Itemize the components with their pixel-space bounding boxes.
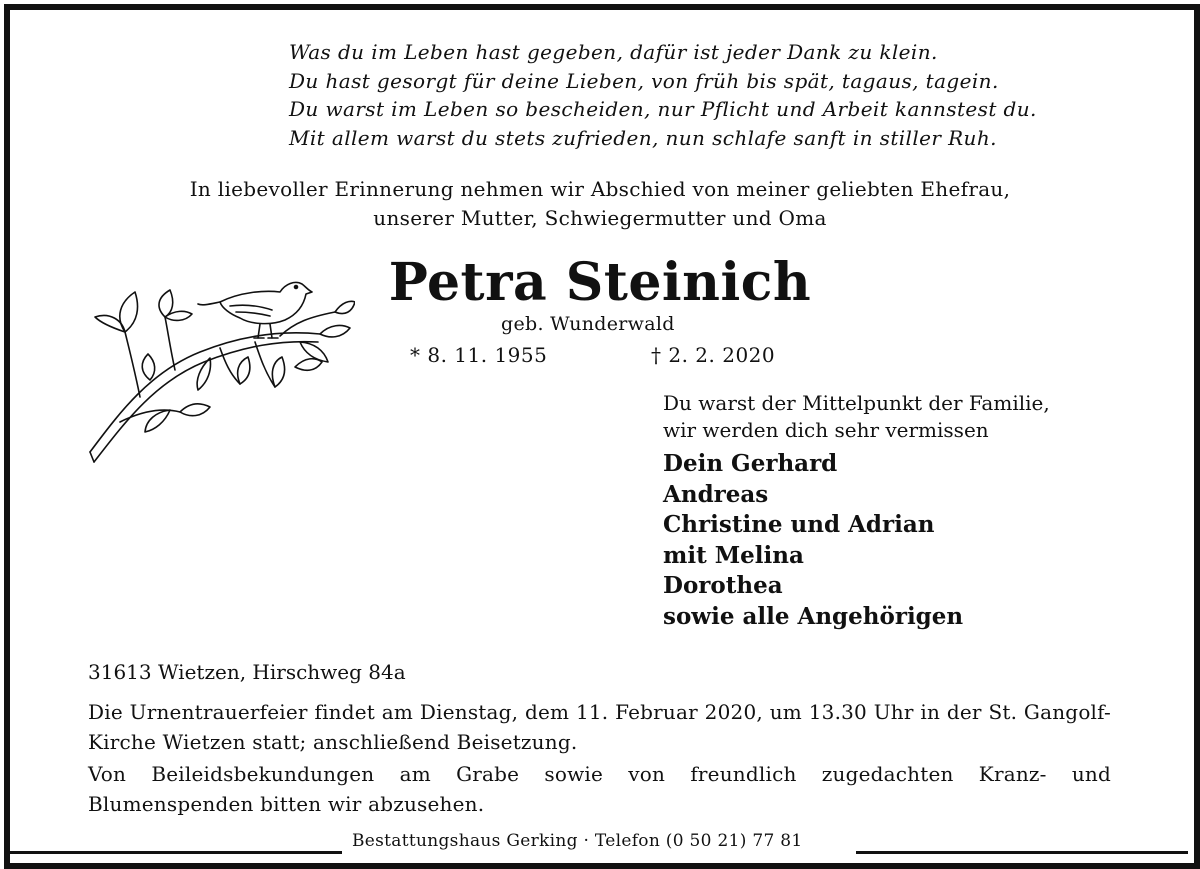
footer-rule xyxy=(856,851,1188,854)
ceremony-paragraph: Die Urnentrauerfeier findet am Dienstag, dem 11. Februar 2020, um 13.30 Uhr in der St. Gangolf-Kirche Wietzen statt; anschließend Beisetzung. xyxy=(88,700,1111,754)
family-member: mit Melina xyxy=(663,541,804,569)
footer-rule xyxy=(10,851,342,854)
poem-line: Mit allem warst du stets zufrieden, nun schlafe sanft in stiller Ruh. xyxy=(289,125,997,150)
intro-text xyxy=(0,175,1200,233)
birth-date: * 8. 11. 1955 xyxy=(410,343,548,367)
family-member: Dorothea xyxy=(663,572,783,599)
quote-line: Du warst der Mittelpunkt der Familie, xyxy=(663,391,1050,415)
family-list xyxy=(663,449,963,632)
poem-line: Du warst im Leben so bescheiden, nur Pflicht und Arbeit kannstest du. xyxy=(289,97,1037,121)
family-member: Christine und Adrian xyxy=(663,511,935,538)
intro-line: unserer Mutter, Schwiegermutter und Oma xyxy=(373,206,827,230)
poem-line: Was du im Leben hast gegeben, dafür ist jeder Dank zu klein. xyxy=(289,40,938,64)
family-member: Andreas xyxy=(663,480,769,508)
address: 31613 Wietzen, Hirschweg 84a xyxy=(88,660,406,684)
bird-on-branch-icon xyxy=(80,262,355,477)
funeral-home-footer: Bestattungshaus Gerking · Telefon (0 50 21) 77 81 xyxy=(352,831,803,851)
poem-line: Du hast gesorgt für deine Lieben, von früh bis spät, tagaus, tagein. xyxy=(289,68,999,93)
poem xyxy=(289,38,1037,152)
deceased-name: Petra Steinich xyxy=(388,252,812,313)
quote-line: wir werden dich sehr vermissen xyxy=(663,418,989,442)
death-date: † 2. 2. 2020 xyxy=(651,343,776,367)
family-member: Dein Gerhard xyxy=(663,450,838,477)
maiden-name: geb. Wunderwald xyxy=(501,313,675,335)
family-quote xyxy=(663,390,1050,444)
condolences-paragraph: Von Beileidsbekundungen am Grabe sowie von freundlich zugedachten Kranz- und Blumenspenden bitten wir abzusehen. xyxy=(88,762,1111,816)
intro-line: In liebevoller Erinnerung nehmen wir Abschied von meiner geliebten Ehefrau, xyxy=(189,177,1011,201)
family-member: sowie alle Angehörigen xyxy=(663,602,964,630)
